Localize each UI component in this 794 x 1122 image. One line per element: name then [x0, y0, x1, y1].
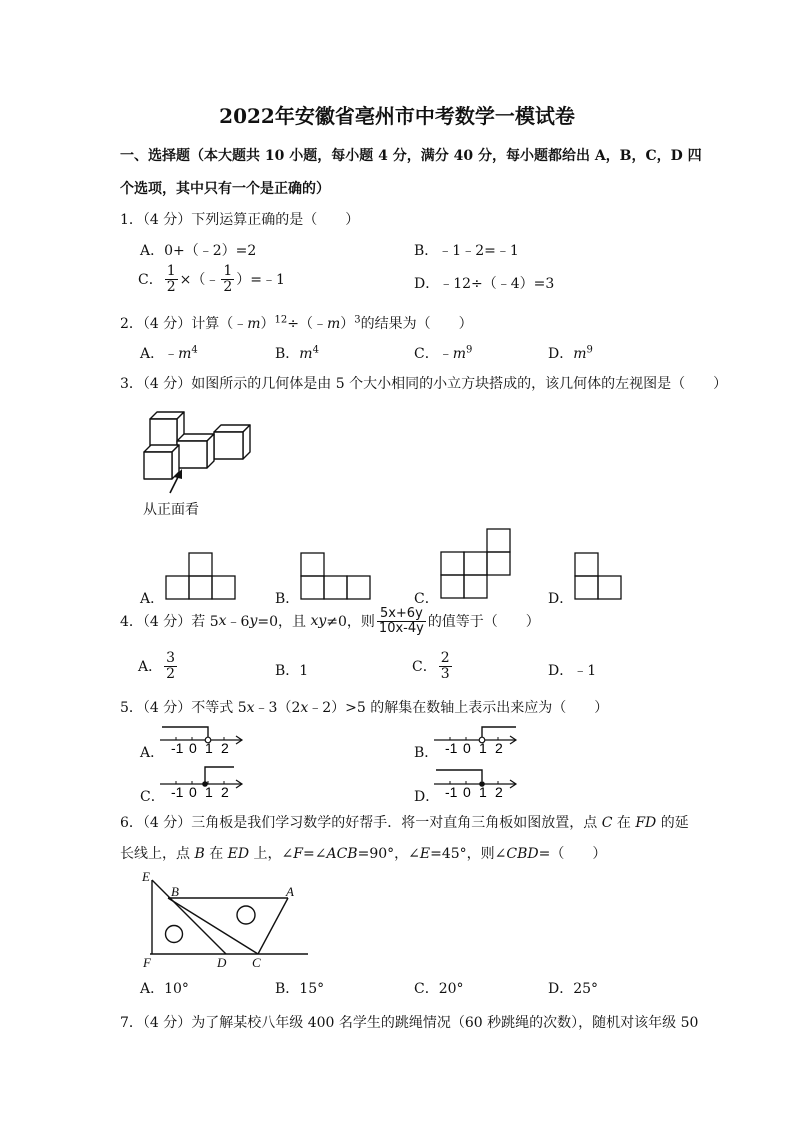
q4-option-d: D．﹣1	[548, 663, 597, 679]
tick-label: 1	[205, 784, 213, 800]
q3-cube-figure	[138, 405, 263, 495]
q4-option-c: C． $\frac{2}{3}$	[412, 650, 450, 682]
point-label-f: F	[143, 955, 151, 970]
q3-option-c-label: C．	[414, 591, 439, 607]
q1-option-d: D．﹣12÷（﹣4）=3	[414, 276, 555, 292]
q5-option-b-numberline	[432, 722, 522, 756]
tick-label: -1	[445, 740, 458, 756]
point-label-d: D	[217, 955, 227, 970]
q4-stem: 4．（4 分）若 5x﹣6y=0，且 xy≠0，则 $\frac{5x+6y}{10x-4y}$ 的值等于（ ）	[120, 606, 540, 636]
q3-option-a-figure	[165, 552, 237, 600]
tick-label: -1	[171, 784, 184, 800]
q6-stem-line1: 6．（4 分）三角板是我们学习数学的好帮手．将一对直角三角板如图放置，点 C 在 FD 的延	[120, 815, 689, 831]
q2-option-c: C．$﹣m^9$	[414, 344, 473, 362]
tick-label: 1	[479, 784, 487, 800]
point-label-b: B	[171, 884, 179, 899]
q3-option-d-figure	[574, 552, 624, 600]
q2-option-b: B．$m^4$	[275, 344, 319, 362]
tick-label: 0	[463, 784, 471, 800]
q5-option-a-label: A．	[140, 745, 165, 761]
tick-label: -1	[171, 740, 184, 756]
q1-option-c: C． $\frac{1}{2}$ ×（﹣ $\frac{1}{2}$ ）=﹣1	[138, 263, 285, 295]
q3-stem: 3．（4 分）如图所示的几何体是由 5 个大小相同的小立方块搭成的，该几何体的左视图是（ ）	[120, 376, 728, 392]
tick-label: 2	[221, 784, 229, 800]
section-header-line1: 一、选择题（本大题共 10 小题，每小题 4 分，满分 40 分，每小题都给出 A，B，C，D 四	[120, 148, 702, 164]
q3-caption: 从正面看	[143, 501, 199, 517]
q6-triangle-figure	[138, 868, 313, 973]
section-header-line2: 个选项，其中只有一个是正确的）	[120, 181, 330, 197]
tick-label: 2	[495, 784, 503, 800]
q3-option-d-label: D．	[548, 591, 574, 607]
q2-stem: 2．（4 分）计算（﹣m）$^{12}$÷（﹣m）$^3$的结果为（ ）	[120, 314, 473, 332]
q3-option-b-figure	[300, 552, 372, 600]
point-label-e: E	[142, 869, 150, 884]
q5-option-d-numberline	[432, 764, 522, 800]
q3-option-b-label: B．	[275, 591, 300, 607]
q5-stem: 5．（4 分）不等式 5x﹣3（2x﹣2）>5 的解集在数轴上表示出来应为（ ）	[120, 700, 609, 716]
q7-stem: 7．（4 分）为了解某校八年级 400 名学生的跳绳情况（60 秒跳绳的次数），随机对该年级 50	[120, 1015, 699, 1031]
q2-option-a: A．$﹣m^4$	[140, 344, 198, 362]
tick-label: 1	[479, 740, 487, 756]
q1-stem: 1．（4 分）下列运算正确的是（ ）	[120, 212, 360, 228]
q6-option-d: D．25°	[548, 981, 599, 997]
tick-label: 0	[189, 784, 197, 800]
tick-label: 2	[495, 740, 503, 756]
tick-label: 0	[189, 740, 197, 756]
q4-option-b: B．1	[275, 663, 309, 679]
q4-option-a: A． $\frac{3}{2}$	[138, 650, 176, 682]
q5-option-a-numberline	[158, 722, 248, 756]
q5-option-d-label: D．	[414, 789, 440, 805]
q2-option-d: D．$m^9$	[548, 344, 593, 362]
tick-label: -1	[445, 784, 458, 800]
q1-option-a: A．0+（﹣2）=2	[140, 243, 257, 259]
q3-option-a-label: A．	[140, 591, 165, 607]
q6-stem-line2: 长线上，点 B 在 ED 上，∠F=∠ACB=90°，∠E=45°，则∠CBD=（ ）	[120, 846, 607, 862]
q3-option-c-figure	[440, 528, 512, 600]
q6-option-c: C．20°	[414, 981, 464, 997]
q5-option-c-numberline	[158, 764, 248, 800]
page-title: 2022年安徽省亳州市中考数学一模试卷	[219, 104, 575, 128]
tick-label: 1	[205, 740, 213, 756]
q5-option-b-label: B．	[414, 745, 439, 761]
q6-option-b: B．15°	[275, 981, 325, 997]
q1-option-b: B．﹣1﹣2=﹣1	[414, 243, 519, 259]
q5-option-c-label: C．	[140, 789, 165, 805]
point-label-c: C	[252, 955, 261, 970]
tick-label: 2	[221, 740, 229, 756]
point-label-a: A	[286, 884, 294, 899]
tick-label: 0	[463, 740, 471, 756]
q6-option-a: A．10°	[140, 981, 189, 997]
